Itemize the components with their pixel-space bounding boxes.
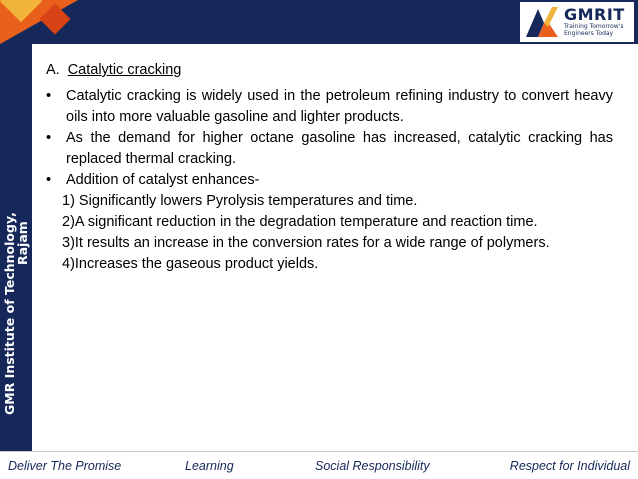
header-bar xyxy=(0,0,638,44)
bullet-item xyxy=(38,128,613,170)
bullet-icon: • xyxy=(46,172,52,188)
footer-value-learning: Learning xyxy=(185,459,234,473)
bullet-icon: • xyxy=(46,88,52,104)
logo-brand-text: GMRIT xyxy=(564,5,625,24)
logo-mark-icon xyxy=(524,5,560,39)
enhancement-item: 4)Increases the gaseous product yields. xyxy=(62,256,319,272)
footer-value-respect: Respect for Individual xyxy=(509,459,630,473)
heading-title: Catalytic cracking xyxy=(67,62,182,78)
bullet-text: Catalytic cracking is widely used in the petroleum refining industry to convert heavy oils into more valuable gasoline and lighter products. xyxy=(66,88,613,125)
footer-bar xyxy=(0,451,638,479)
footer-value-social: Social Responsibility xyxy=(315,459,430,473)
institute-name-line1: GMR Institute of Technology, xyxy=(2,212,17,415)
institute-name-line2: Rajam xyxy=(15,221,30,265)
gmrit-logo xyxy=(520,2,634,42)
bullet-item xyxy=(38,170,613,191)
sidebar-band xyxy=(0,44,32,451)
bullet-text: As the demand for higher octane gasoline has increased, catalytic cracking has replaced thermal cracking. xyxy=(66,130,613,167)
logo-tagline-1: Training Tomorrow's xyxy=(564,23,624,30)
footer-value-promise: Deliver The Promise xyxy=(8,459,122,473)
bullet-icon: • xyxy=(46,130,52,146)
enhancement-item: 2)A significant reduction in the degradation temperature and reaction time. xyxy=(62,214,538,230)
enhancement-item: 3)It results an increase in the conversion rates for a wide range of polymers. xyxy=(62,235,550,251)
enhancement-item: 1) Significantly lowers Pyrolysis temperatures and time. xyxy=(62,193,418,209)
bullet-item xyxy=(38,86,613,128)
heading-letter: A. xyxy=(46,62,60,78)
section-heading xyxy=(46,62,613,78)
logo-tagline-2: Engineers Today xyxy=(564,30,614,37)
slide-content xyxy=(38,62,613,275)
bullet-text: Addition of catalyst enhances- xyxy=(66,172,260,188)
institute-name xyxy=(0,44,32,415)
